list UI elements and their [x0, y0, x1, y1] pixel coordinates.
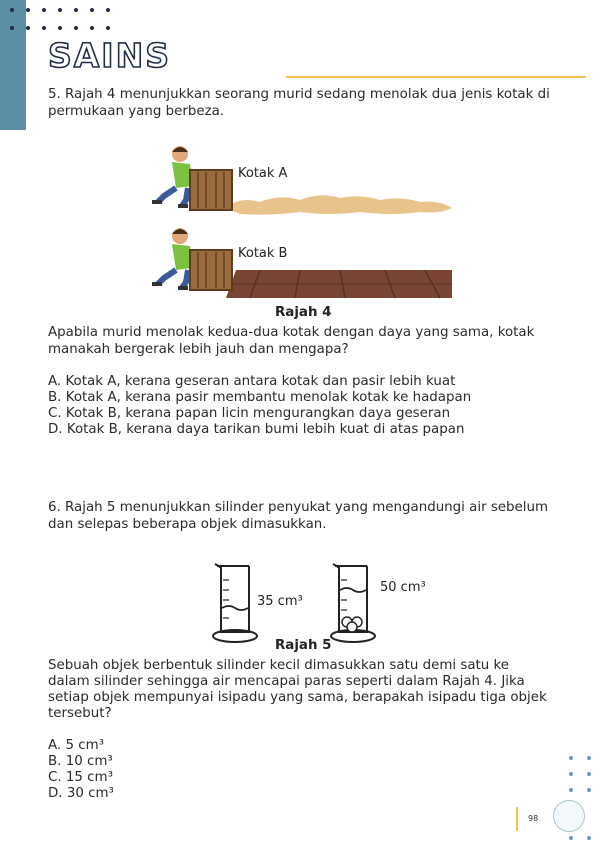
q6-stem-line-1: 6. Rajah 5 menunjukkan silinder penyukat yang mengandungi air sebelum	[48, 500, 549, 515]
volume-after-label: 50 cm³	[380, 580, 426, 595]
page-number: 98	[528, 814, 539, 823]
q6-question-line-4: tersebut?	[48, 706, 112, 721]
q6-option-a: A. 5 cm³	[48, 738, 104, 753]
q6-question-line-1: Sebuah objek berbentuk silinder kecil dimasukkan satu demi satu ke	[48, 658, 510, 673]
logo-badge-icon	[553, 800, 585, 832]
q6-question-line-3: setiap objek mempunyai isipadu yang sama, berapakah isipadu tiga objek	[48, 690, 547, 705]
q5-option-c: C. Kotak B, kerana papan licin mengurangkan daya geseran	[48, 406, 451, 421]
q5-question-line-2: manakah bergerak lebih jauh dan mengapa?	[48, 342, 349, 357]
figure-caption-rajah-4: Rajah 4	[275, 305, 332, 320]
q5-stem-line-1: 5. Rajah 4 menunjukkan seorang murid sedang menolak dua jenis kotak di	[48, 87, 550, 102]
page-title: SAINS	[48, 36, 171, 75]
q6-question-line-2: dalam silinder sehingga air mencapai paras seperti dalam Rajah 4. Jika	[48, 674, 525, 689]
wooden-floor	[226, 270, 452, 298]
q5-option-b: B. Kotak A, kerana pasir membantu menolak kotak ke hadapan	[48, 390, 472, 405]
sand-surface	[226, 195, 452, 214]
q6-option-c: C. 15 cm³	[48, 770, 113, 785]
figure-rajah-4	[140, 138, 460, 303]
box-a-label: Kotak A	[238, 166, 288, 181]
q5-stem-line-2: permukaan yang berbeza.	[48, 104, 225, 119]
measuring-cylinder-after	[331, 564, 375, 642]
q5-question-line-1: Apabila murid menolak kedua-dua kotak dengan daya yang sama, kotak	[48, 325, 535, 340]
box-b-label: Kotak B	[238, 246, 288, 261]
figure-caption-rajah-5: Rajah 5	[275, 638, 332, 653]
page-number-divider	[516, 807, 518, 831]
box-a	[190, 170, 232, 210]
measuring-cylinder-before	[213, 564, 257, 642]
side-accent-bar	[0, 0, 26, 130]
title-underline	[286, 76, 586, 78]
volume-before-label: 35 cm³	[257, 594, 303, 609]
q5-option-d: D. Kotak B, kerana daya tarikan bumi lebih kuat di atas papan	[48, 422, 465, 437]
q6-stem-line-2: dan selepas beberapa objek dimasukkan.	[48, 517, 327, 532]
q6-option-d: D. 30 cm³	[48, 786, 114, 801]
q5-option-a: A. Kotak A, kerana geseran antara kotak dan pasir lebih kuat	[48, 374, 456, 389]
box-b	[190, 250, 232, 290]
q6-option-b: B. 10 cm³	[48, 754, 113, 769]
